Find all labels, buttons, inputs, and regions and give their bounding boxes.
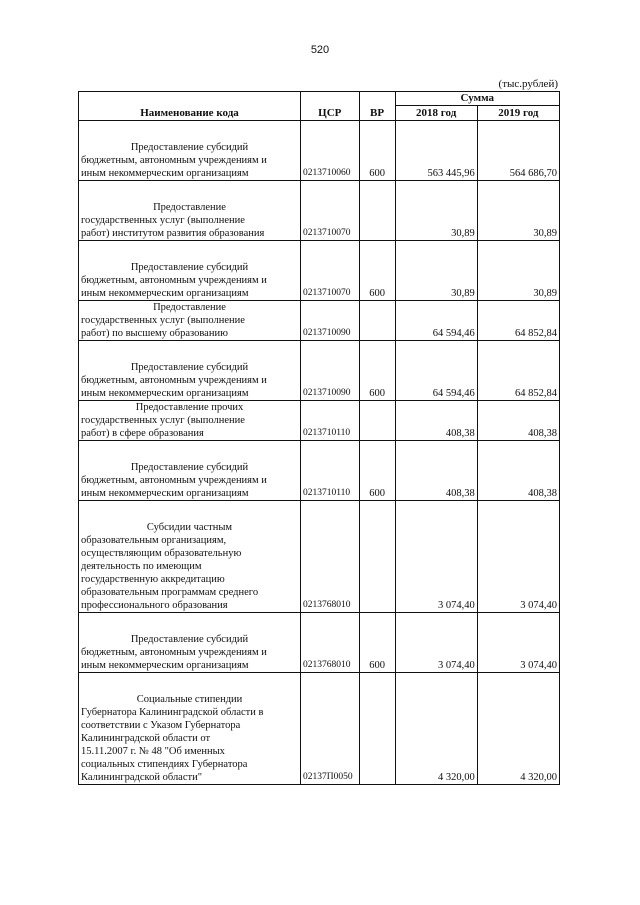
header-sum: Сумма — [395, 92, 559, 106]
row-csr: 0213710070 — [301, 181, 360, 241]
row-name-line: Калининградской области" — [81, 772, 203, 783]
row-name-line: 15.11.2007 г. № 48 "Об именных — [81, 746, 225, 757]
row-vr: 600 — [359, 341, 395, 401]
row-name-line: социальных стипендиях Губернатора — [81, 759, 248, 770]
table-row — [79, 441, 560, 501]
row-name-line: Социальные стипендии — [136, 694, 243, 705]
row-vr: 600 — [359, 613, 395, 673]
table-row — [79, 401, 560, 441]
row-name-line: осуществляющим образовательную — [81, 548, 242, 559]
row-sum-2019: 408,38 — [477, 401, 559, 441]
page-number: 520 — [310, 44, 330, 56]
row-vr — [359, 673, 395, 785]
row-csr: 0213710060 — [301, 121, 360, 181]
row-sum-2019: 4 320,00 — [477, 673, 559, 785]
table-row — [79, 301, 560, 341]
row-name-line: иным некоммерческим организациям — [81, 168, 249, 179]
row-name-line: деятельность по имеющим — [81, 561, 202, 572]
row-sum-2019: 408,38 — [477, 441, 559, 501]
row-name-line: государственную аккредитацию — [81, 574, 225, 585]
row-name-line: работ) институтом развития образования — [81, 228, 265, 239]
row-sum-2018: 64 594,46 — [395, 341, 477, 401]
row-csr: 0213710110 — [301, 441, 360, 501]
row-sum-2018: 3 074,40 — [395, 613, 477, 673]
row-name — [79, 441, 301, 501]
row-sum-2018: 64 594,46 — [395, 301, 477, 341]
table-row — [79, 181, 560, 241]
header-csr: ЦСР — [301, 92, 360, 121]
table-row — [79, 241, 560, 301]
row-name-line: бюджетным, автономным учреждениям и — [81, 647, 267, 658]
row-name — [79, 241, 301, 301]
row-name-line: государственных услуг (выполнение — [81, 315, 245, 326]
row-name — [79, 121, 301, 181]
row-sum-2019: 30,89 — [477, 241, 559, 301]
row-name-line: Субсидии частным — [146, 522, 233, 533]
row-name-line: бюджетным, автономным учреждениям и — [81, 155, 267, 166]
row-name — [79, 613, 301, 673]
table-row — [79, 673, 560, 785]
row-name-line: работ) по высшему образованию — [81, 328, 228, 339]
row-name-line: Предоставление субсидий — [130, 462, 249, 473]
row-sum-2019: 3 074,40 — [477, 501, 559, 613]
row-name-line: Губернатора Калининградской области в — [81, 707, 264, 718]
row-name — [79, 181, 301, 241]
row-csr: 0213710070 — [301, 241, 360, 301]
row-name — [79, 401, 301, 441]
row-sum-2019: 3 074,40 — [477, 613, 559, 673]
units-label: (тыс.рублей) — [498, 78, 558, 90]
row-name-line: Предоставление субсидий — [130, 262, 249, 273]
row-csr: 0213768010 — [301, 613, 360, 673]
row-sum-2018: 30,89 — [395, 241, 477, 301]
row-name-line: работ) в сфере образования — [81, 428, 204, 439]
header-name: Наименование кода — [79, 92, 301, 121]
row-sum-2018: 30,89 — [395, 181, 477, 241]
table-row — [79, 501, 560, 613]
row-sum-2019: 64 852,84 — [477, 301, 559, 341]
row-name — [79, 341, 301, 401]
row-name-line: профессионального образования — [81, 600, 228, 611]
row-sum-2018: 3 074,40 — [395, 501, 477, 613]
row-csr: 0213710090 — [301, 301, 360, 341]
row-name-line: иным некоммерческим организациям — [81, 388, 249, 399]
table-row — [79, 121, 560, 181]
row-name — [79, 501, 301, 613]
row-sum-2019: 564 686,70 — [477, 121, 559, 181]
row-name-line: Предоставление субсидий — [130, 362, 249, 373]
row-sum-2019: 30,89 — [477, 181, 559, 241]
row-csr: 02137П0050 — [301, 673, 360, 785]
row-name-line: Предоставление — [153, 302, 226, 313]
row-name — [79, 301, 301, 341]
row-name-line: бюджетным, автономным учреждениям и — [81, 275, 267, 286]
row-name-line: Предоставление субсидий — [130, 634, 249, 645]
row-sum-2018: 4 320,00 — [395, 673, 477, 785]
row-name-line: Предоставление субсидий — [130, 142, 249, 153]
row-sum-2018: 408,38 — [395, 441, 477, 501]
row-name-line: государственных услуг (выполнение — [81, 415, 245, 426]
row-vr: 600 — [359, 241, 395, 301]
row-vr: 600 — [359, 441, 395, 501]
row-name-line: иным некоммерческим организациям — [81, 488, 249, 499]
row-sum-2019: 64 852,84 — [477, 341, 559, 401]
table-row — [79, 613, 560, 673]
row-sum-2018: 408,38 — [395, 401, 477, 441]
row-csr: 0213768010 — [301, 501, 360, 613]
row-name-line: бюджетным, автономным учреждениям и — [81, 475, 267, 486]
row-name-line: Предоставление прочих — [135, 402, 244, 413]
row-name-line: соответствии с Указом Губернатора — [81, 720, 241, 731]
row-vr — [359, 181, 395, 241]
row-csr: 0213710110 — [301, 401, 360, 441]
row-name-line: бюджетным, автономным учреждениям и — [81, 375, 267, 386]
row-sum-2018: 563 445,96 — [395, 121, 477, 181]
header-2018: 2018 год — [395, 106, 477, 121]
row-name — [79, 673, 301, 785]
row-csr: 0213710090 — [301, 341, 360, 401]
row-vr: 600 — [359, 121, 395, 181]
row-vr — [359, 401, 395, 441]
row-name-line: иным некоммерческим организациям — [81, 660, 249, 671]
budget-table — [78, 91, 560, 785]
header-2019: 2019 год — [477, 106, 559, 121]
row-name-line: Предоставление — [153, 202, 226, 213]
row-name-line: иным некоммерческим организациям — [81, 288, 249, 299]
row-vr — [359, 501, 395, 613]
row-vr — [359, 301, 395, 341]
table-row — [79, 341, 560, 401]
row-name-line: образовательным программам среднего — [81, 587, 259, 598]
row-name-line: Калининградской области от — [81, 733, 211, 744]
row-name-line: образовательным организациям, — [81, 535, 227, 546]
header-vr: ВР — [359, 92, 395, 121]
row-name-line: государственных услуг (выполнение — [81, 215, 245, 226]
